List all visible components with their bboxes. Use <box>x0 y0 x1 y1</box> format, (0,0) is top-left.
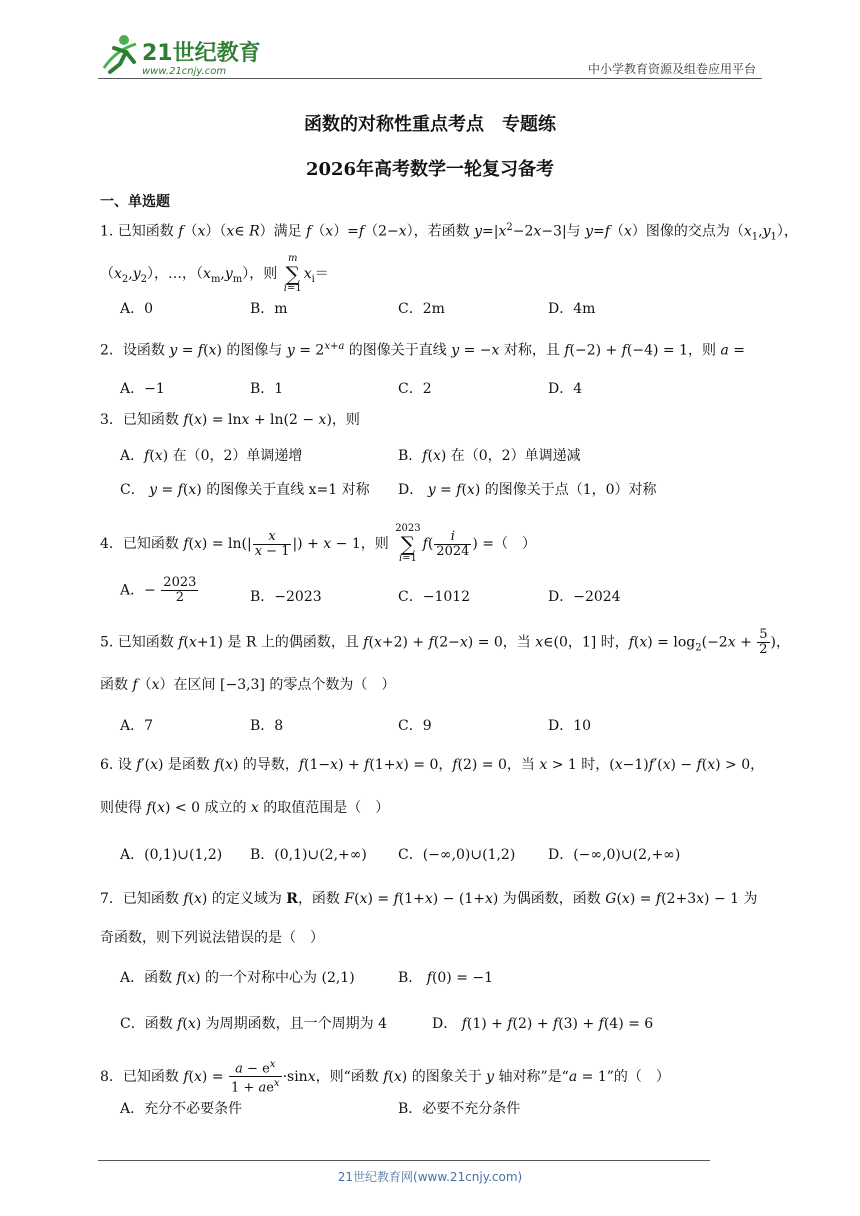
svg-text:www.21cnjy.com: www.21cnjy.com <box>142 66 227 77</box>
q3-option-b[interactable]: B．f(x) 在（0，2）单调递减 <box>398 448 581 464</box>
q6-option-d[interactable]: D．(−∞,0)∪(2,+∞) <box>548 847 681 863</box>
q6-option-c[interactable]: C．(−∞,0)∪(1,2) <box>398 847 516 863</box>
footer-divider <box>98 1160 710 1161</box>
q4-option-a[interactable]: A．− $\frac{2023}{2}$ <box>120 575 197 605</box>
q3-option-c[interactable]: C． y = f(x) 的图像关于直线 x=1 对称 <box>120 482 370 498</box>
footer-link[interactable]: 21世纪教育网(www.21cnjy.com) <box>337 1170 523 1184</box>
q2-option-b[interactable]: B．1 <box>250 381 284 397</box>
question-4: 4．已知函数 f(x) = ln(| $\frac{x}{x - 1}$ |) + x − 1，则 2023 ∑ i=1f( $\frac{i}{2024}$ ) =（ ） <box>100 523 537 564</box>
q4-option-b[interactable]: B．−2023 <box>250 589 322 605</box>
question-7: 7．已知函数 f(x) 的定义域为 R，函数 F(x) = f(1+x) − (1+x) 为偶函数，函数 G(x) = f(2+3x) − 1 为 <box>100 891 758 907</box>
q7-option-b[interactable]: B． f(0) = −1 <box>398 970 494 986</box>
q3-option-a[interactable]: A．f(x) 在（0，2）单调递增 <box>120 448 303 464</box>
q1-option-c[interactable]: C．2m <box>398 301 445 317</box>
platform-name: 中小学教育资源及组卷应用平台 <box>587 62 756 76</box>
question-8: 8．已知函数 f(x) = $\frac{a - e^x}{1 + ae^x}$ ·sinx，则“函数 f(x) 的图象关于 y 轴对称”是“a = 1”的（ ） <box>100 1059 670 1096</box>
q7-option-c[interactable]: C．函数 f(x) 为周期函数，且一个周期为 4 <box>120 1016 388 1032</box>
q3-option-d[interactable]: D． y = f(x) 的图像关于点（1，0）对称 <box>398 482 657 498</box>
question-5-cont: 函数 f（x）在区间 [−3,3] 的零点个数为（ ） <box>100 677 396 693</box>
q1-option-d[interactable]: D．4m <box>548 301 596 317</box>
q7-option-a[interactable]: A．函数 f(x) 的一个对称中心为 (2,1) <box>120 970 355 986</box>
q5-option-d[interactable]: D．10 <box>548 718 592 734</box>
title-line-1: 函数的对称性重点考点 专题练 <box>304 114 556 135</box>
q2-option-c[interactable]: C．2 <box>398 381 432 397</box>
header-divider <box>98 78 762 79</box>
question-3: 3．已知函数 f(x) = lnx + ln(2 − x)，则 <box>100 412 360 428</box>
question-6: 6. 设 f′(x) 是函数 f(x) 的导数，f(1−x) + f(1+x) = 0，f(2) = 0，当 x > 1 时，(x−1)f′(x) − f(x) > 0， <box>100 757 765 773</box>
q4-option-d[interactable]: D．−2024 <box>548 589 621 605</box>
q5-option-b[interactable]: B．8 <box>250 718 284 734</box>
page-header <box>0 0 860 80</box>
q5-option-c[interactable]: C．9 <box>398 718 432 734</box>
question-5: 5. 已知函数 f(x+1) 是 R 上的偶函数，且 f(x+2) + f(2−x) = 0，当 x∈(0，1] 时，$f(x) = \log_2(-2x$ + $\frac{5}{2}$ )， <box>100 627 791 657</box>
q1-option-b[interactable]: B．m <box>250 301 288 317</box>
q7-option-d[interactable]: D． f(1) + f(2) + f(3) + f(4) = 6 <box>432 1016 654 1032</box>
q8-option-a[interactable]: A．充分不必要条件 <box>120 1101 243 1117</box>
q1-option-a[interactable]: A．0 <box>120 301 154 317</box>
q6-option-a[interactable]: A．(0,1)∪(1,2) <box>120 847 223 863</box>
q6-option-b[interactable]: B．(0,1)∪(2,+∞) <box>250 847 367 863</box>
question-6-cont: 则使得 f(x) < 0 成立的 x 的取值范围是（ ） <box>100 800 390 816</box>
question-1-cont: $(x_2,y_2)$，…，$(x_m,y_m)$，则 m ∑ $i=1x_i=$ <box>100 253 329 294</box>
question-2: 2．设函数 y = f(x) 的图像与 $y = 2^{x+a}$ 的图像关于直线 y = −x 对称，且 f(−2) + f(−4) = 1，则 a = <box>100 341 746 359</box>
q2-option-d[interactable]: D．4 <box>548 381 583 397</box>
logo-21cnjy <box>96 30 266 80</box>
title-line-2: 2026年高考数学一轮复习备考 <box>305 159 555 180</box>
q8-option-b[interactable]: B．必要不充分条件 <box>398 1101 521 1117</box>
q5-option-a[interactable]: A．7 <box>120 718 154 734</box>
question-7-cont: 奇函数，则下列说法错误的是（ ） <box>100 930 324 946</box>
q4-option-c[interactable]: C．−1012 <box>398 589 471 605</box>
section-heading: 一、单选题 <box>100 194 170 210</box>
q2-option-a[interactable]: A．−1 <box>120 381 165 397</box>
svg-text:21世纪教育: 21世纪教育 <box>142 41 261 66</box>
question-1: 1. 已知函数 f（x）（x∈ R）满足 f（x）=f（2−x），若函数 $y=|x^2-2x-3|$与 y=f（x）图像的交点为$(x_1,y_1)$， <box>100 222 798 243</box>
